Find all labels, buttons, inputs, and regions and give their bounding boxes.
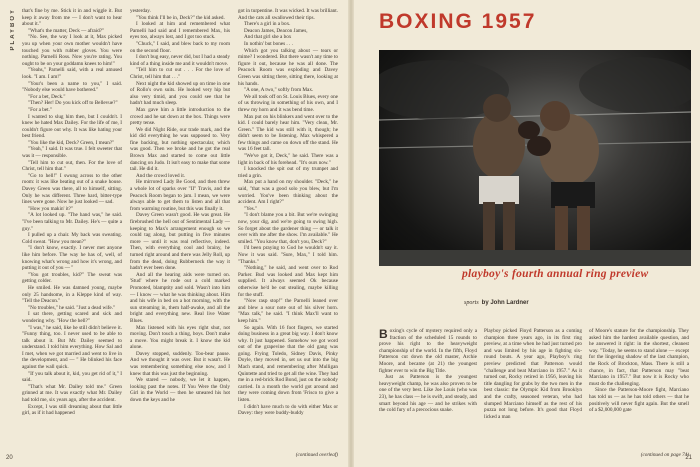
paragraph: "Yeahs," Parnelli said, with a real amused look. "I am. I am!" — [22, 67, 122, 80]
paragraph: I knocked the spit out of my trumpet and tried a grin. — [238, 166, 338, 179]
right-column-3 — [589, 328, 689, 452]
paragraph: "What's the matter, Deck — afraid?" — [28, 27, 105, 34]
paragraph: And the crowd loved it. — [136, 172, 186, 179]
paragraph: He smiled. He was damned young, maybe only 25 handsome, in a Kleppe kind of way. "Tell the Deacon." — [22, 284, 122, 305]
paragraph: I sat there, getting scared and sick and wondering why. "How the hell?" — [22, 311, 122, 324]
paragraph: We all took off on St. Louis Blues, every one of us throwing in something of his own, and I threw my horn and it was bend time. — [238, 93, 338, 113]
paragraph: Boxing's cycle of mystery required only a fraction of the scheduled 15 rounds to prove his right to the heavyweight championship of the world. In the fifth, Floyd Patterson cut down the old master, Archie Moore, and became (at 21) the youngest fighter ever to win the Big Title. — [379, 328, 477, 374]
paragraph: "For a bet." — [28, 106, 52, 113]
running-head: PLAYBOY — [10, 8, 16, 51]
paragraph: "No troubles," he said. "Just a dead wife." — [28, 304, 116, 311]
paragraph: Since the Patterson-Moore fight, Marciano has told us — as he has told others — that he positively will never fight again. But the smell of a $2,000,000 gate — [589, 387, 689, 414]
paragraph: Davey Green wasn't good. He was great. He firebrushed the hell out of Sentimental Lady — keeping to Max's arrangement enough so we could tag along, but putting in five minutes more — until it was real reflective, indeed. Then, with everything cool and brainy, he turned right around and there was Jelly Roll, up from the dead, doing Rubberneck the way it hadn't ever been done. — [130, 212, 230, 272]
paragraph: "You like the kid, Deck? Green, I mean?" — [28, 139, 115, 146]
paragraph: I looked at him and remembered what Parnelli had said and I remembered Max, his eyes too, always lost, and I got too stuck. — [130, 21, 230, 41]
paragraph: "A lot looked up. "The hand was," he said. "I've been talking to Mr. Dailey. He's — quite a guy." — [22, 212, 122, 232]
byline-author: by John Lardner — [481, 300, 529, 306]
right-column-2 — [484, 328, 582, 458]
paragraph: "That's what Mr. Dailey told me." Green grinned at me. It was exactly what Mr. Dailey had told me, six years ago, after the accident. — [22, 383, 122, 404]
paragraph: "How you makin' it?" — [28, 205, 74, 212]
paragraph: Max listened with his eyes right shut, not moving. Don't touch a thing, boys. Don't make a move. You might break it. I know the kid alone. — [130, 324, 230, 351]
paragraph: There's a girl in a box. — [244, 21, 291, 28]
paragraph: "Now rasp stop!" the Parnelli leaned over and blew a sour note out of his silver horn. "Max talk," he said. "I think Max'll want to keep him." — [238, 298, 338, 324]
paragraph: "I don't know, exactly. I never met anyone like him before. The way he has of, well, of knowing what's wrong and how it's wrong, and putting it out of you — " — [22, 245, 122, 272]
paragraph: "Tell him to cut out, then. For the love of Christ, tell him that." — [22, 159, 122, 173]
paragraph: "Go to hell!" I swung across to the other room: it was like beating out of a snake house. Davey Green was there, all to himself, sitting. Only he was different. Three hard, bitter-type lines were gone. Now he just looked — sad. — [22, 172, 122, 206]
paragraph: "I don't blame you a bit. But we're swinging now, your dig, and we're going to swing high. So forget about the gardener thing — or talk it over with me after the show. I'm available." He smiled. "You know that, don't you, Deck?" — [238, 212, 338, 245]
left-page-number: 20 — [6, 455, 13, 461]
paragraph: "If you talk about it, kid, you get rid of it," I said. — [22, 370, 122, 384]
byline-section: sports — [464, 300, 479, 306]
paragraph: "Yes." — [244, 205, 258, 212]
article-title-bar — [379, 12, 599, 32]
paragraph: Max put a hand on my shoulder. "Deck," he said, "that was a good solo you blew, but I'm worried. You've been thinking about the accident. Am I right?" — [238, 179, 338, 206]
right-page-number: 21 — [685, 455, 692, 461]
paragraph: "Chuck," I said, and blew back to my room on the second floor. — [130, 40, 230, 54]
gutter — [348, 0, 354, 467]
paragraph: And all the hearing aids were turned on. 'Stud' where he rode out a cold marked Promoted, blamptity and sold. Wasn't into him — I know — what he was thinking about. Him and his wife in bed on a hot morning, with the sun streaming in, them half-awake, and all the bright and everything new. Real live Water Blues. — [130, 271, 230, 324]
paragraph: "I was," he said, like he still didn't believe it. "Funny thing, too. I never used to be able to talk about it. But Mr. Dailey seemed to understand. I told him everything. How Sal and I met, when we got married and went to live in the development, and — " He blinked his face against the wall quick. — [22, 324, 122, 371]
paragraph: Just as Patterson is the youngest heavyweight champ, he was also proven to be one of the very best. Like Joe Louis (who was 23), he has class — he is swift, and steady, and smart beyond his age — and he strikes with the cold fury of a precocious snake. — [379, 374, 477, 414]
paragraph: Max gave him a little introduction to the crowd and he sat down at the box. Things were pretty tense. — [130, 106, 230, 127]
paragraph: "Yeah," I said. It was true. I felt sweeter that was it — responsible. — [22, 146, 122, 160]
article-subtitle: playboy's fourth annual ring preview — [462, 268, 649, 280]
paragraph: got in turpentine. It was wicked. It was brilliant. And the cats all swallowed their tips. — [238, 8, 338, 21]
paragraph: "Tell him to cut out . . . For the love of Christ, tell him that . . ." — [130, 67, 230, 80]
paragraph: "A one, A two," softly from Max. — [244, 87, 314, 94]
left-column-2 — [130, 8, 230, 454]
paragraph: I don't bug easy, never did, but I had a steady kind of a thing inside me and it wouldn't move. — [130, 54, 230, 67]
boxing-photo — [379, 50, 691, 266]
paragraph: We stared — nobody, we let it happen, looking past the notes. If You Were the Only Girl in the World — then he smeared his hot down the keys and he — [130, 377, 230, 404]
paragraph: yesterday. — [130, 8, 151, 14]
paragraph: We did Night Ride, our trade mark, and the kid did everything he was supposed to. Very fine backing, but nothing spectacular, which was good. Then we broke and he got the real Brown Max and started to come out little dancing on Judo. It isn't easy to make that some tail. He did it. — [130, 126, 230, 173]
paragraph: And that girl she a box — [244, 34, 292, 41]
paragraph: "For a bet, Deck." — [28, 93, 66, 100]
paragraph: Next night the kid showed up on time in one of Rollo's own suits. He looked very hip but also very timid, and you could see that he hadn't had much sleep. — [130, 80, 230, 107]
drop-cap: B — [379, 328, 388, 341]
paragraph: "You got troubles, kid?" The sweat was getting colder. — [22, 271, 122, 285]
byline — [464, 300, 529, 306]
paragraph: I pulled up a chair. My back was sweating. Cold sweat. "How you mean?" — [22, 232, 122, 245]
right-continued-note: (continued on page 74) — [640, 452, 689, 458]
paragraph: So again. With 16 foot fingers, we started doing business in a great big way. I don't know why. It just happened. Somehow we got word out of the grapevine that the old gang was going. Frying Toledo, Sidney Davis, Pinky Doyle, they moved in, set us out into the big Mach stand, and remembering after Mulligan Quintette and tried to get all the wine. They had me in a red-brick Rod Bond, just on the nobody carried. In a month the world got around and they were coming down from 'Frisco to give a listen. — [238, 324, 338, 404]
left-column-1 — [22, 8, 122, 454]
paragraph: "No. See, the way I look at it, Max picked you up when your own mother wouldn't have touched you with rubber gloves. You were nothing. Parnelli Ross. Now you're rating. You ought to be on your goddamn knees to him!" — [22, 34, 122, 67]
boxers-illustration — [379, 50, 691, 266]
left-column-3 — [238, 8, 338, 454]
paragraph: "You think I'll be in, Deck?" the kid asked. — [136, 14, 225, 21]
paragraph: Except, I was still dreaming about that little girl, as if it had happened — [22, 403, 122, 417]
paragraph: I wanted to slug him then, but I couldn't. I knew he hated Max Dailey. For the life of me, I couldn't figure out why. It was like hating your best friend. — [22, 113, 122, 140]
paragraph: "Your's been a name to you," I said. "Nobody else would have bothered." — [22, 80, 122, 94]
left-continued-note: (continued overleaf) — [295, 452, 338, 458]
paragraph: "Then? Her! Do you kick off to Bellevue?" — [28, 100, 118, 107]
paragraph: I'd been praying to God he wouldn't say it. Now it was said. "Sure, Max," I told him. "Thanks." — [238, 245, 338, 265]
paragraph: Deacon James, Deacon James, — [244, 27, 308, 34]
paragraph: Max put on his blinkers and went over to the kid. I could barely hear him. "Very clean, Mr. Green." The kid was still with it, though; he didn't seem to be listening. Max whispered a few things and came on down off the stand. He was 16 feet tall. — [238, 113, 338, 153]
paragraph: Playboy picked Floyd Patterson as a coming champion three years ago, in its first ring preview, at a time when he had just turned pro and was limited by his age in fighting six-round bouts. A year ago, Playboy's ring preview predicted that Patterson would "challenge and beat Marciano in 1957." As it turned out, Rocky retired in 1956, leaving his title dangling for grabs by the two men in the best classic: the Olympic Kid from Brooklyn and the crafty, seasoned veteran, who had slumped Marciano himself as the rest of his puzza not long before. It's good that Floyd licked a man — [484, 328, 582, 420]
paragraph: He mirrored Lady Be Good, and then threw a whole lot of sparks over "II" Travis, and the Peacock Room began to jam. I mean, we were always able to get them to listen and all that from warming routine, but this was finally it. — [130, 179, 230, 212]
paragraph: "We've got it, Deck," he said. There was a light in back of his forehead. "It's ours now." — [238, 153, 338, 166]
paragraph: I didn't have much to do with either Max or Davey: they were buddy-buddy — [238, 403, 338, 417]
paragraph: Which got you talking about — tears or mime? I wondered. But there wasn't any time to figure it out, because he was all done. The Peacock Room was exploding and Davey Green was sitting there, sitting there, looking at his hands. — [238, 47, 338, 87]
paragraph: In nothin' but bones . . . — [244, 40, 293, 47]
paragraph: Davey stopped, suddenly. Too-bear pause. And we thought it was over. But it wasn't. He was remembering something else now, and I knew that this was just the beginning. — [130, 350, 230, 377]
paragraph: of Moore's stature for the championship. They asked him the hardest available question, and he answered it right: in the shortest, cleanest way. "Today, he seems to stand alone — except for the lingering shadow of the last champion, the Rock of Brockton, Mass. There is still a chance, in fact, that Patterson may "beat Marciano in 1957." But now it is Rocky who must do the challenging. — [589, 328, 689, 387]
paragraph: that's fine by me. Stick it in and wiggle it. But keep it away from me — I don't want to hear about it." — [22, 8, 122, 28]
right-column-1 — [379, 328, 477, 458]
article-title: BOXING 1957 — [379, 10, 537, 33]
paragraph: "Nothing," he said, and went over to Rod Parker. Bud was looked and Max kept him supplied. It always seemed Ok because otherwise he'd be out stealing, maybe killing for the stuff. — [238, 265, 338, 298]
